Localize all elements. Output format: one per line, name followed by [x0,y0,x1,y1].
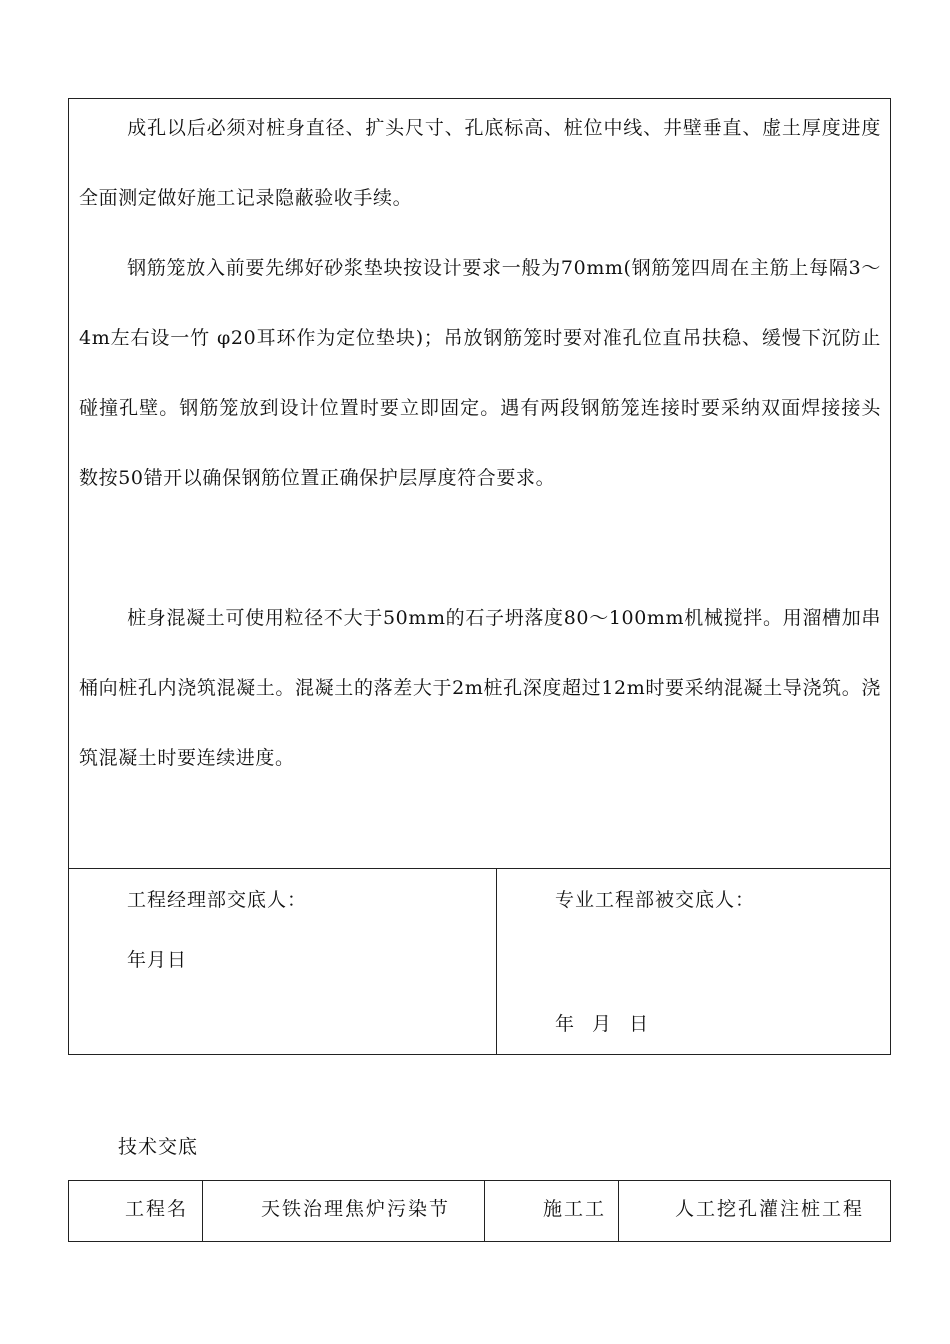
construction-value: 人工挖孔灌注桩工程 [675,1198,865,1220]
signature-cell-left [69,869,497,1054]
section-title: 技术交底 [118,1136,199,1158]
discloser-label: 工程经理部交底人： [127,889,308,911]
paragraph-rebar-cage: 钢筋笼放入前要先绑好砂浆垫块按设计要求一般为70mm(钢筋笼四周在主筋上每隔3～4m左右设一竹 φ20耳环作为定位垫块)；吊放钢筋笼时要对准孔位直吊扶稳、缓慢下沉防止碰撞孔壁。钢筋笼放到设计位置时要立即固定。遇有两段钢筋笼连接时要采纳双面焊接接头数按50错开以确保钢筋位置正确保护层厚度符合要求。 [79,257,881,489]
signature-cell-right [497,869,890,1054]
content-cell [69,99,890,869]
project-info-table [68,1180,891,1242]
recipient-date: 年 月 日 [555,1013,655,1035]
discloser-date: 年月日 [127,949,188,971]
paragraph-hole-inspection: 成孔以后必须对桩身直径、扩头尺寸、孔底标高、桩位中线、井壁垂直、虚土厚度进度全面测定做好施工记录隐蔽验收手续。 [79,117,881,209]
project-name-value: 天铁治理焦炉污染节 [203,1181,485,1241]
construction-label: 施工工 [485,1181,619,1241]
disclosure-form [68,98,891,1055]
paragraph-concrete-pouring: 桩身混凝土可使用粒径不大于50mm的石子坍落度80～100mm机械搅拌。用溜槽加串桶向桩孔内浇筑混凝土。混凝土的落差大于2m桩孔深度超过12m时要采纳混凝土导浇筑。浇筑混凝土时要连续进度。 [79,607,881,769]
recipient-label: 专业工程部被交底人： [555,889,756,911]
project-name-label: 工程名 [69,1181,203,1241]
